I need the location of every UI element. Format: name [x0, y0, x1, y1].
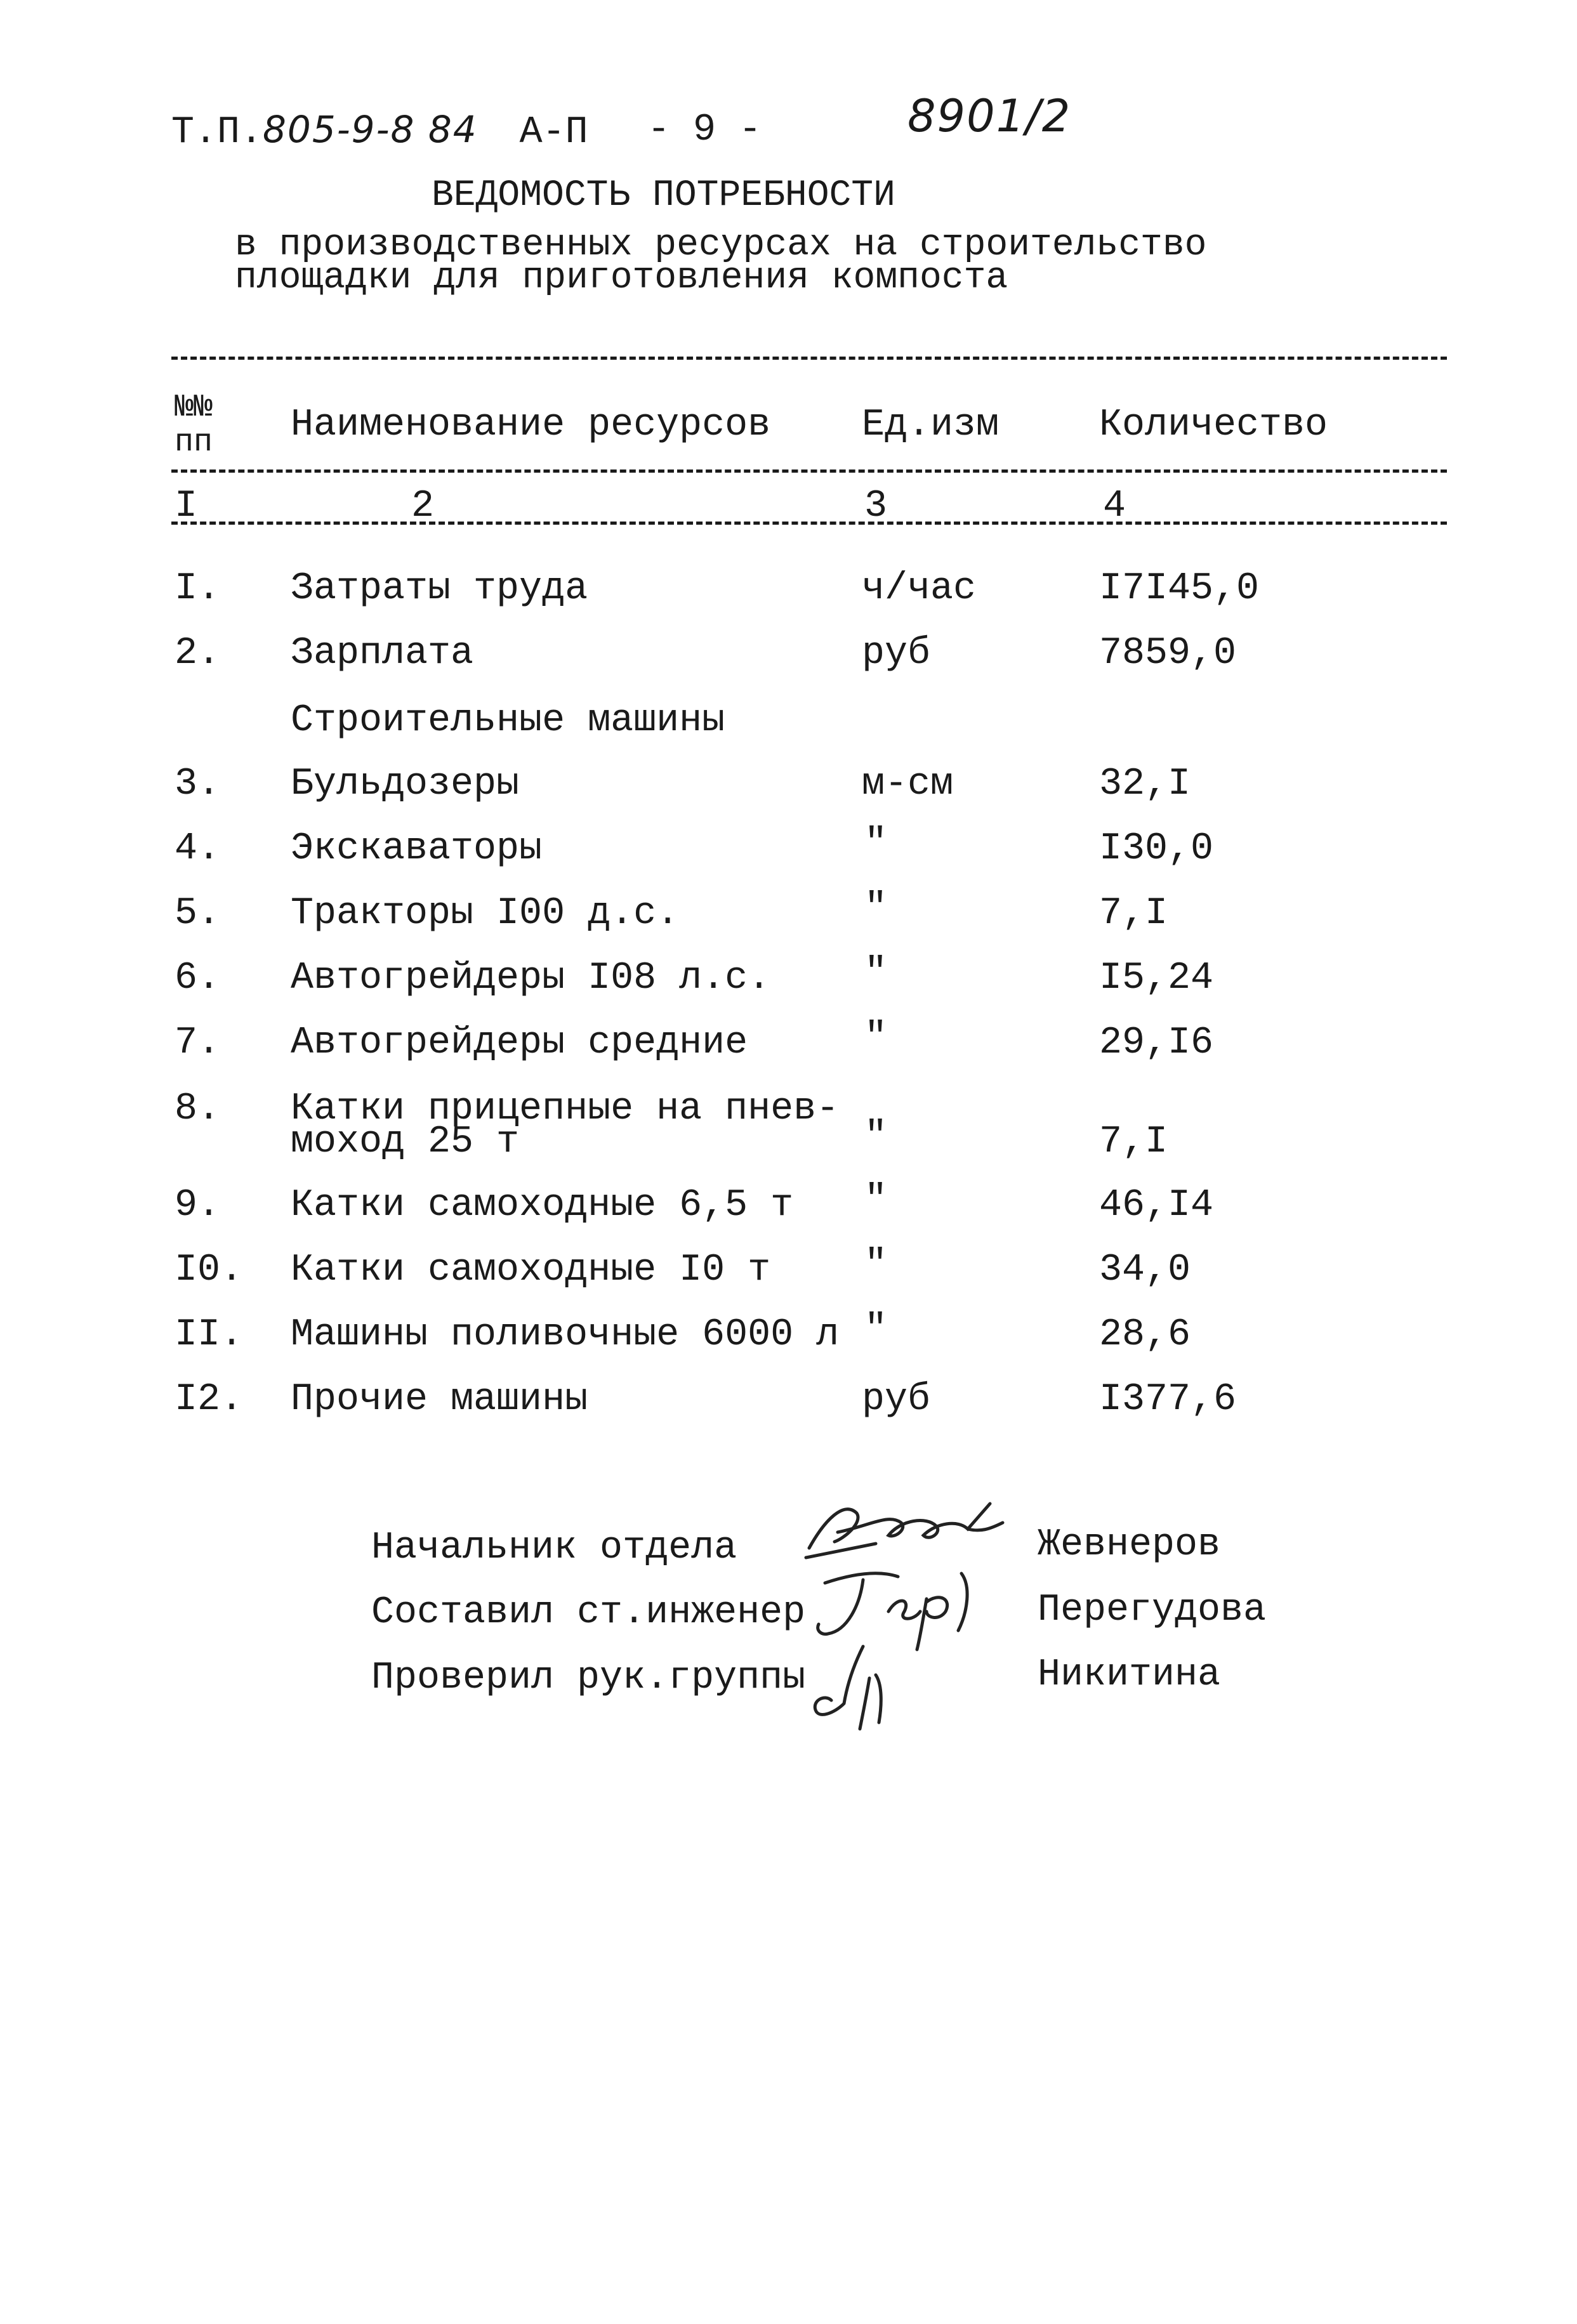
- row-number: 8.: [175, 1087, 221, 1131]
- row-number: 9.: [175, 1184, 221, 1227]
- row-unit: м-см: [862, 763, 954, 806]
- row-qty: I7I45,0: [1099, 567, 1260, 610]
- col-number-1: I: [175, 485, 198, 528]
- row-number: 7.: [175, 1021, 221, 1065]
- signature-name: Перегудова: [1038, 1589, 1267, 1632]
- page-title: ВЕДОМОСТЬ ПОТРЕБНОСТИ: [432, 175, 895, 216]
- doc-header: [171, 108, 588, 154]
- row-number: 3.: [175, 763, 221, 806]
- row-number: 6.: [175, 957, 221, 1000]
- col-number-3: 3: [864, 485, 888, 528]
- title-line-1: в производственных ресурсах на строительство: [235, 225, 1207, 266]
- handwritten-ref: 8901/2: [907, 90, 1072, 142]
- row-number: I0.: [175, 1249, 244, 1292]
- col-header-unit: Ед.изм: [862, 404, 1000, 447]
- row-unit: ": [864, 1308, 888, 1351]
- row-unit: ": [864, 1179, 888, 1222]
- table-top-rule: [171, 357, 1447, 360]
- signature-role: Составил ст.инженер: [371, 1591, 806, 1634]
- col-number-rule: [171, 522, 1447, 525]
- row-number: I2.: [175, 1378, 244, 1421]
- col-header-no-sub: пп: [175, 424, 213, 461]
- row-number: 2.: [175, 632, 221, 675]
- row-number: 5.: [175, 892, 221, 935]
- row-qty: 29,I6: [1099, 1021, 1214, 1065]
- row-name-continued: моход 25 т: [291, 1120, 520, 1164]
- row-qty: 34,0: [1099, 1249, 1191, 1292]
- col-number-4: 4: [1103, 485, 1126, 528]
- row-qty: I5,24: [1099, 957, 1214, 1000]
- row-qty: 7,I: [1099, 1120, 1168, 1164]
- row-unit: ": [864, 952, 888, 995]
- row-qty: 28,6: [1099, 1313, 1191, 1356]
- handwritten-signature-1: [800, 1494, 1009, 1564]
- col-header-name: Наименование ресурсов: [291, 404, 771, 447]
- row-unit: ч/час: [862, 567, 977, 610]
- col-header-qty: Количество: [1099, 404, 1328, 447]
- row-unit: руб: [862, 1378, 931, 1421]
- doc-prefix: Т.П.: [171, 111, 263, 154]
- doc-suffix: А-П: [519, 111, 588, 154]
- row-name: Бульдозеры: [291, 763, 520, 806]
- title-line-2: площадки для приготовления компоста: [235, 258, 1008, 299]
- row-unit: руб: [862, 632, 931, 675]
- row-unit: ": [864, 1244, 888, 1287]
- row-qty: 46,I4: [1099, 1184, 1214, 1227]
- row-unit: ": [864, 887, 888, 930]
- signature-name: Никитина: [1038, 1653, 1221, 1697]
- signature-name: Жевнеров: [1038, 1523, 1221, 1566]
- row-qty: 32,I: [1099, 763, 1191, 806]
- row-section-title: Строительные машины: [291, 699, 725, 742]
- row-name: Автогрейдеры средние: [291, 1021, 748, 1065]
- row-name: Катки самоходные I0 т: [291, 1249, 771, 1292]
- doc-code: 805-9-8 84: [263, 108, 478, 151]
- row-qty: I377,6: [1099, 1378, 1237, 1421]
- signature-role: Проверил рук.группы: [371, 1657, 806, 1700]
- row-name: Прочие машины: [291, 1378, 588, 1421]
- row-name: Катки самоходные 6,5 т: [291, 1184, 794, 1227]
- row-qty: 7,I: [1099, 892, 1168, 935]
- page-number: - 9 -: [647, 108, 762, 152]
- row-name: Тракторы I00 д.с.: [291, 892, 680, 935]
- row-name: Машины поливочные 6000 л: [291, 1313, 840, 1356]
- row-name: Зарплата: [291, 632, 474, 675]
- row-qty: 7859,0: [1099, 632, 1237, 675]
- col-number-2: 2: [411, 485, 435, 528]
- header-rule: [171, 469, 1447, 473]
- row-unit: ": [864, 822, 888, 865]
- row-name: Экскаваторы: [291, 827, 543, 870]
- row-number: I.: [175, 567, 221, 610]
- row-unit: ": [864, 1016, 888, 1060]
- row-qty: I30,0: [1099, 827, 1214, 870]
- row-name: Автогрейдеры I08 л.с.: [291, 957, 771, 1000]
- row-number: II.: [175, 1313, 244, 1356]
- col-header-no: [175, 390, 213, 460]
- handwritten-signature-3: [800, 1640, 907, 1735]
- row-number: 4.: [175, 827, 221, 870]
- row-name: Затраты труда: [291, 567, 588, 610]
- signature-role: Начальник отдела: [371, 1526, 737, 1570]
- row-unit: ": [864, 1115, 888, 1159]
- col-header-no-top: №№: [175, 390, 213, 426]
- row-name: Катки прицепные на пнев-: [291, 1087, 840, 1131]
